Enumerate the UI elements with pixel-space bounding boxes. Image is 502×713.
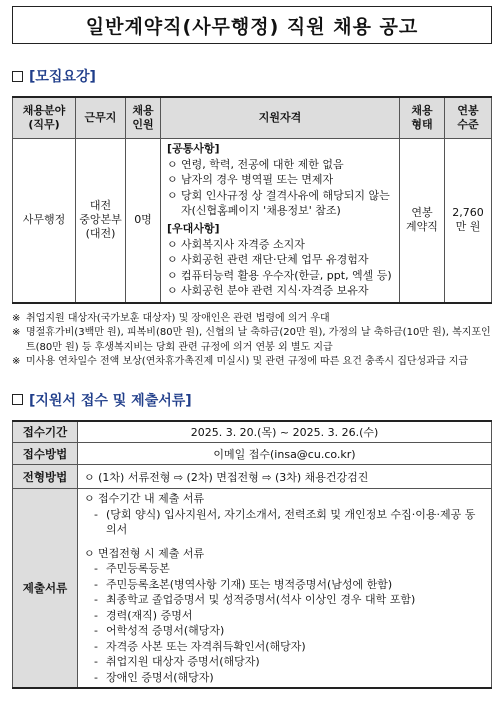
cell-qualifications xyxy=(161,139,400,303)
docs-group1-title: ㅇ 접수기간 내 제출 서류 xyxy=(84,492,205,505)
row-period xyxy=(13,421,492,443)
header-type: 채용 형태 xyxy=(400,97,445,139)
value-method: 이메일 접수(insa@cu.co.kr) xyxy=(78,443,492,465)
label-method: 접수방법 xyxy=(13,443,78,465)
cell-type: 연봉 계약직 xyxy=(400,139,445,303)
list-item: - 취업지원 대상자 증명서(해당자) xyxy=(94,655,260,668)
section-recruit-title: [모집요강] xyxy=(29,69,96,85)
row-process xyxy=(13,465,492,489)
recruit-header-row xyxy=(13,97,492,139)
square-icon xyxy=(12,71,23,82)
header-qualifications: 지원자격 xyxy=(161,97,400,139)
row-docs xyxy=(13,489,492,689)
list-item: - 주민등록등본 xyxy=(94,562,170,575)
docs-group2-title: ㅇ 면접전형 시 제출 서류 xyxy=(84,546,205,560)
pref-title: [우대사항] xyxy=(167,221,220,235)
recruit-table xyxy=(12,96,492,304)
list-item: - 주민등록초본(병역사항 기재) 또는 병적증명서(남성에 한함) xyxy=(94,577,393,591)
apply-table xyxy=(12,420,492,690)
list-item: - 최종학교 졸업증명서 및 성적증명서(석사 이상인 경우 대학 포함) xyxy=(94,593,416,606)
list-item: ㅇ 사회복지사 자격증 소지자 xyxy=(167,237,305,251)
list-item: - 장애인 증명서(해당자) xyxy=(94,670,214,684)
section-apply-heading xyxy=(12,390,492,410)
header-count: 채용 인원 xyxy=(126,97,161,139)
list-item: - (당회 양식) 입사지원서, 자기소개서, 전력조회 및 개인정보 수집·이용·제공 동의서 xyxy=(94,507,476,536)
note-item: ※ 미사용 연차일수 전액 보상(연차휴가촉진제 미실시) 및 관련 규정에 따른 요건 충족시 집단성과급 지급 xyxy=(12,356,469,367)
section-recruit-heading xyxy=(12,66,492,86)
list-item: ㅇ 당회 인사규정 상 결격사유에 해당되지 않는 자(신협홈페이지 '채용정보' 참조) xyxy=(167,188,390,218)
list-item: - 경력(재직) 증명서 xyxy=(94,608,193,622)
label-process: 전형방법 xyxy=(13,465,78,489)
list-item: - 자격증 사본 또는 자격취득확인서(해당자) xyxy=(94,639,306,653)
list-item: ㅇ 컴퓨터능력 활용 우수자(한글, ppt, 엑셀 등) xyxy=(167,268,392,282)
list-item: ㅇ 사회공헌 분야 관련 지식·자격증 보유자 xyxy=(167,284,369,298)
cell-count: 0명 xyxy=(126,139,161,303)
note-item: ※ 명절휴가비(3백만 원), 피복비(80만 원), 신협의 날 축하금(20만 원), 가정의 날 축하금(10만 원), 복지포인트(80만 원) 등 후생복지비는 당회 관련 규정에 의거 연봉 외 별도 지급 xyxy=(12,327,491,353)
row-method xyxy=(13,443,492,465)
list-item: ㅇ 남자의 경우 병역필 또는 면제자 xyxy=(167,173,334,187)
page-title: 일반계약직(사무행정) 직원 채용 공고 xyxy=(85,15,419,38)
cell-salary: 2,760 만 원 xyxy=(445,139,492,303)
list-item: ㅇ 연령, 학력, 전공에 대한 제한 없음 xyxy=(167,157,344,171)
list-item: - 어학성적 증명서(해당자) xyxy=(94,624,225,637)
page-title-box xyxy=(12,6,492,44)
label-period: 접수기간 xyxy=(13,421,78,443)
common-title: [공통사항] xyxy=(167,142,220,155)
cell-field: 사무행정 xyxy=(13,139,76,303)
value-docs xyxy=(78,489,492,689)
header-salary: 연봉 수준 xyxy=(445,97,492,139)
header-field: 채용분야 (직무) xyxy=(13,97,76,139)
recruit-body-row xyxy=(13,139,492,303)
note-item: ※ 취업지원 대상자(국가보훈 대상자) 및 장애인은 관련 법령에 의거 우대 xyxy=(12,312,330,324)
value-process: ㅇ (1차) 서류전형 ⇨ (2차) 면접전형 ⇨ (3차) 채용건강검진 xyxy=(78,465,492,489)
cell-location: 대전 중앙본부 (대전) xyxy=(76,139,126,303)
section-apply-title: [지원서 접수 및 제출서류] xyxy=(29,392,192,409)
header-location: 근무지 xyxy=(76,97,126,139)
list-item: ㅇ 사회공헌 관련 재단·단체 업무 유경험자 xyxy=(167,253,369,267)
notes xyxy=(12,312,492,370)
value-period: 2025. 3. 20.(목) ~ 2025. 3. 26.(수) xyxy=(78,421,492,443)
label-docs: 제출서류 xyxy=(13,489,78,689)
square-icon xyxy=(12,394,23,405)
